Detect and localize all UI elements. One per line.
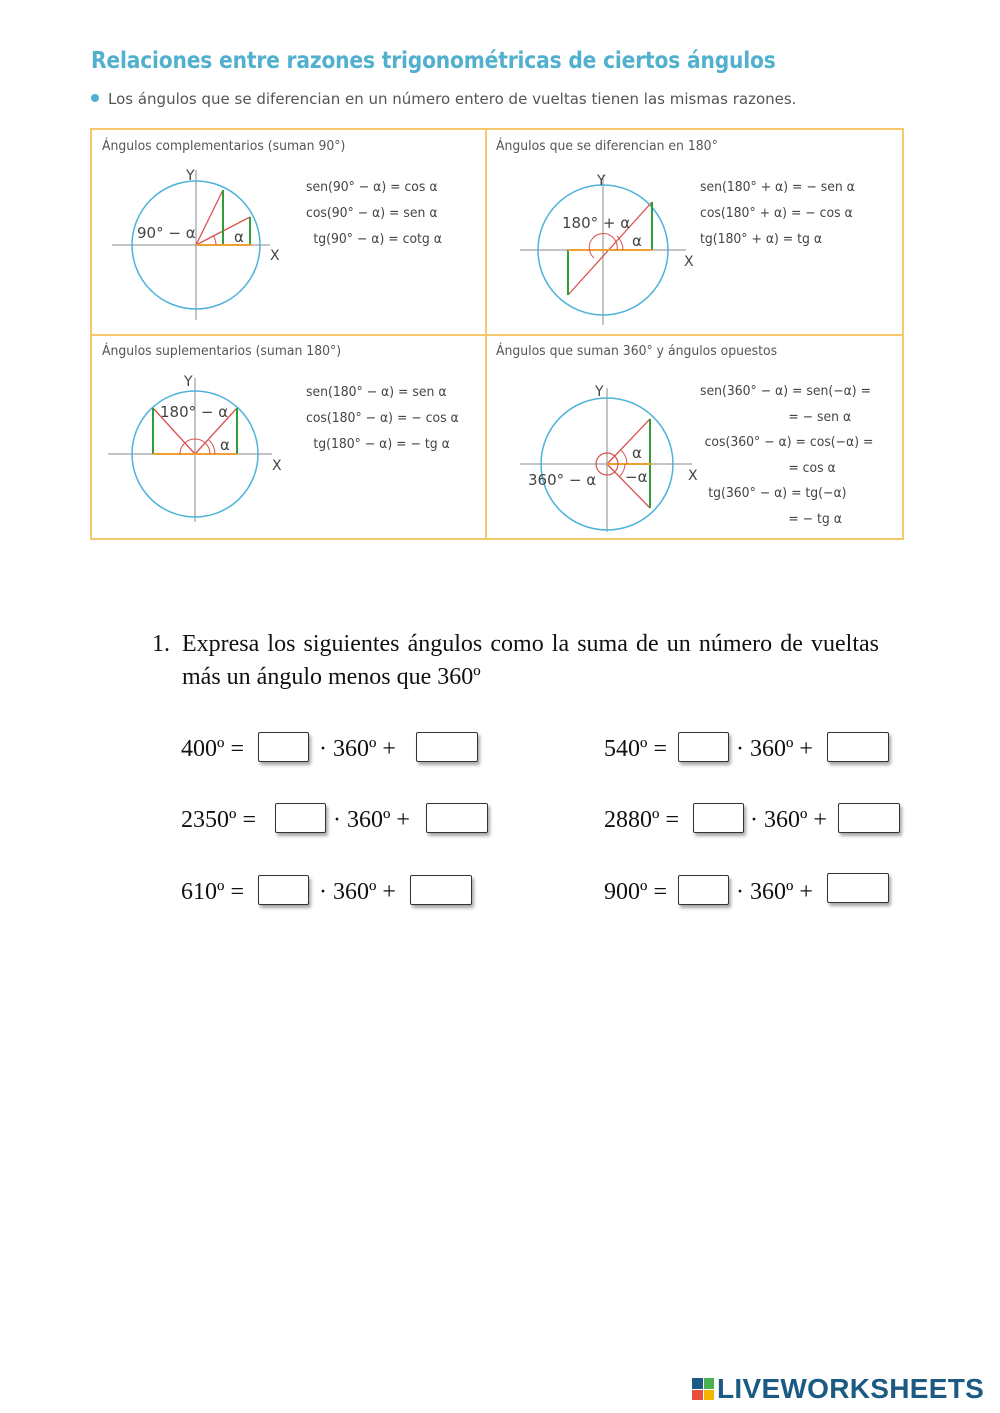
equation: = cos α	[788, 459, 836, 476]
svg-text:180° − α: 180° − α	[160, 403, 229, 421]
svg-text:Y: Y	[597, 173, 606, 189]
equation: sen(90° − α) = cos α	[306, 179, 438, 195]
exercise-400	[181, 732, 481, 766]
turns-input[interactable]	[258, 732, 309, 762]
exercise-multiplier: · 360º +	[736, 879, 813, 905]
exercise-multiplier: · 360º +	[736, 736, 813, 762]
exercise-2880	[604, 803, 900, 837]
equation: sen(360° − α) = sen(−α) =	[700, 383, 872, 399]
svg-text:α: α	[632, 232, 642, 250]
exercise-multiplier: · 360º +	[319, 879, 396, 905]
equations-sum-360	[700, 379, 873, 532]
cell-title-supplementary: Ángulos suplementarios (suman 180°)	[102, 343, 342, 359]
bullet-icon	[91, 94, 99, 102]
axis-y-label: Y	[186, 168, 195, 184]
remainder-input[interactable]	[426, 803, 488, 833]
equation: = − tg α	[788, 510, 842, 527]
exercise-angle: 900º =	[604, 879, 667, 905]
svg-text:X: X	[688, 468, 698, 484]
turns-input[interactable]	[258, 875, 309, 905]
remainder-input[interactable]	[410, 875, 472, 905]
equation: = − sen α	[788, 408, 852, 425]
equation: tg(90° − α) = cotg α	[313, 231, 442, 247]
svg-text:Y: Y	[184, 374, 193, 390]
page-title: Relaciones entre razones trigonométricas de ciertos ángulos	[91, 48, 776, 74]
equation: tg(180° − α) = − tg α	[313, 436, 450, 452]
turns-input[interactable]	[693, 803, 744, 833]
subtitle-text: Los ángulos que se diferencian en un número entero de vueltas tienen las mismas razones.	[108, 90, 797, 108]
turns-input[interactable]	[678, 875, 729, 905]
turns-input[interactable]	[275, 803, 326, 833]
equation: sen(180° + α) = − sen α	[700, 179, 855, 195]
cell-title-diff-180: Ángulos que se diferencian en 180°	[496, 138, 718, 154]
svg-text:α: α	[220, 436, 230, 454]
svg-text:180° + α: 180° + α	[562, 214, 631, 232]
svg-text:Y: Y	[595, 384, 604, 400]
exercise-angle: 2880º =	[604, 807, 679, 833]
remainder-input[interactable]	[827, 873, 889, 903]
remainder-input[interactable]	[827, 732, 889, 762]
question	[152, 628, 879, 694]
equation: cos(180° + α) = − cos α	[700, 205, 853, 221]
equation: cos(90° − α) = sen α	[306, 205, 438, 221]
exercise-angle: 400º =	[181, 736, 244, 762]
equation: tg(360° − α) = tg(−α)	[708, 485, 847, 501]
svg-text:360° − α: 360° − α	[528, 471, 597, 489]
remainder-input[interactable]	[838, 803, 900, 833]
subtitle	[91, 90, 796, 108]
exercise-610	[181, 875, 476, 909]
equation: cos(360° − α) = cos(−α) =	[704, 434, 874, 450]
exercise-multiplier: · 360º +	[333, 807, 410, 833]
svg-text:−α: −α	[625, 468, 648, 486]
exercise-900	[604, 875, 894, 909]
exercise-multiplier: · 360º +	[319, 736, 396, 762]
svg-text:X: X	[272, 458, 282, 474]
turns-input[interactable]	[678, 732, 729, 762]
question-number: 1.	[152, 631, 170, 657]
equation: tg(180° + α) = tg α	[700, 231, 823, 247]
exercise-540	[604, 732, 894, 766]
exercise-angle: 2350º =	[181, 807, 256, 833]
alpha-label: α	[234, 228, 244, 246]
remainder-input[interactable]	[416, 732, 478, 762]
exercise-2350	[181, 803, 491, 837]
logo-icon	[692, 1378, 714, 1400]
logo-text: LIVEWORKSHEETS	[717, 1373, 985, 1404]
svg-text:α: α	[632, 444, 642, 462]
cell-title-complementary: Ángulos complementarios (suman 90°)	[102, 138, 346, 154]
equation: sen(180° − α) = sen α	[306, 384, 447, 400]
svg-text:X: X	[684, 254, 694, 270]
exercise-multiplier: · 360º +	[750, 807, 827, 833]
liveworksheets-logo	[692, 1372, 984, 1406]
question-text: Expresa los siguientes ángulos como la suma de un número de vueltas más un ángulo menos que 360º	[182, 631, 879, 690]
trig-relations-table	[90, 128, 904, 540]
equation: cos(180° − α) = − cos α	[306, 410, 459, 426]
axis-x-label: X	[270, 248, 280, 264]
exercise-angle: 610º =	[181, 879, 244, 905]
exercise-angle: 540º =	[604, 736, 667, 762]
cell-title-sum-360: Ángulos que suman 360° y ángulos opuestos	[496, 343, 778, 359]
angle-label: 90° − α	[137, 224, 196, 242]
